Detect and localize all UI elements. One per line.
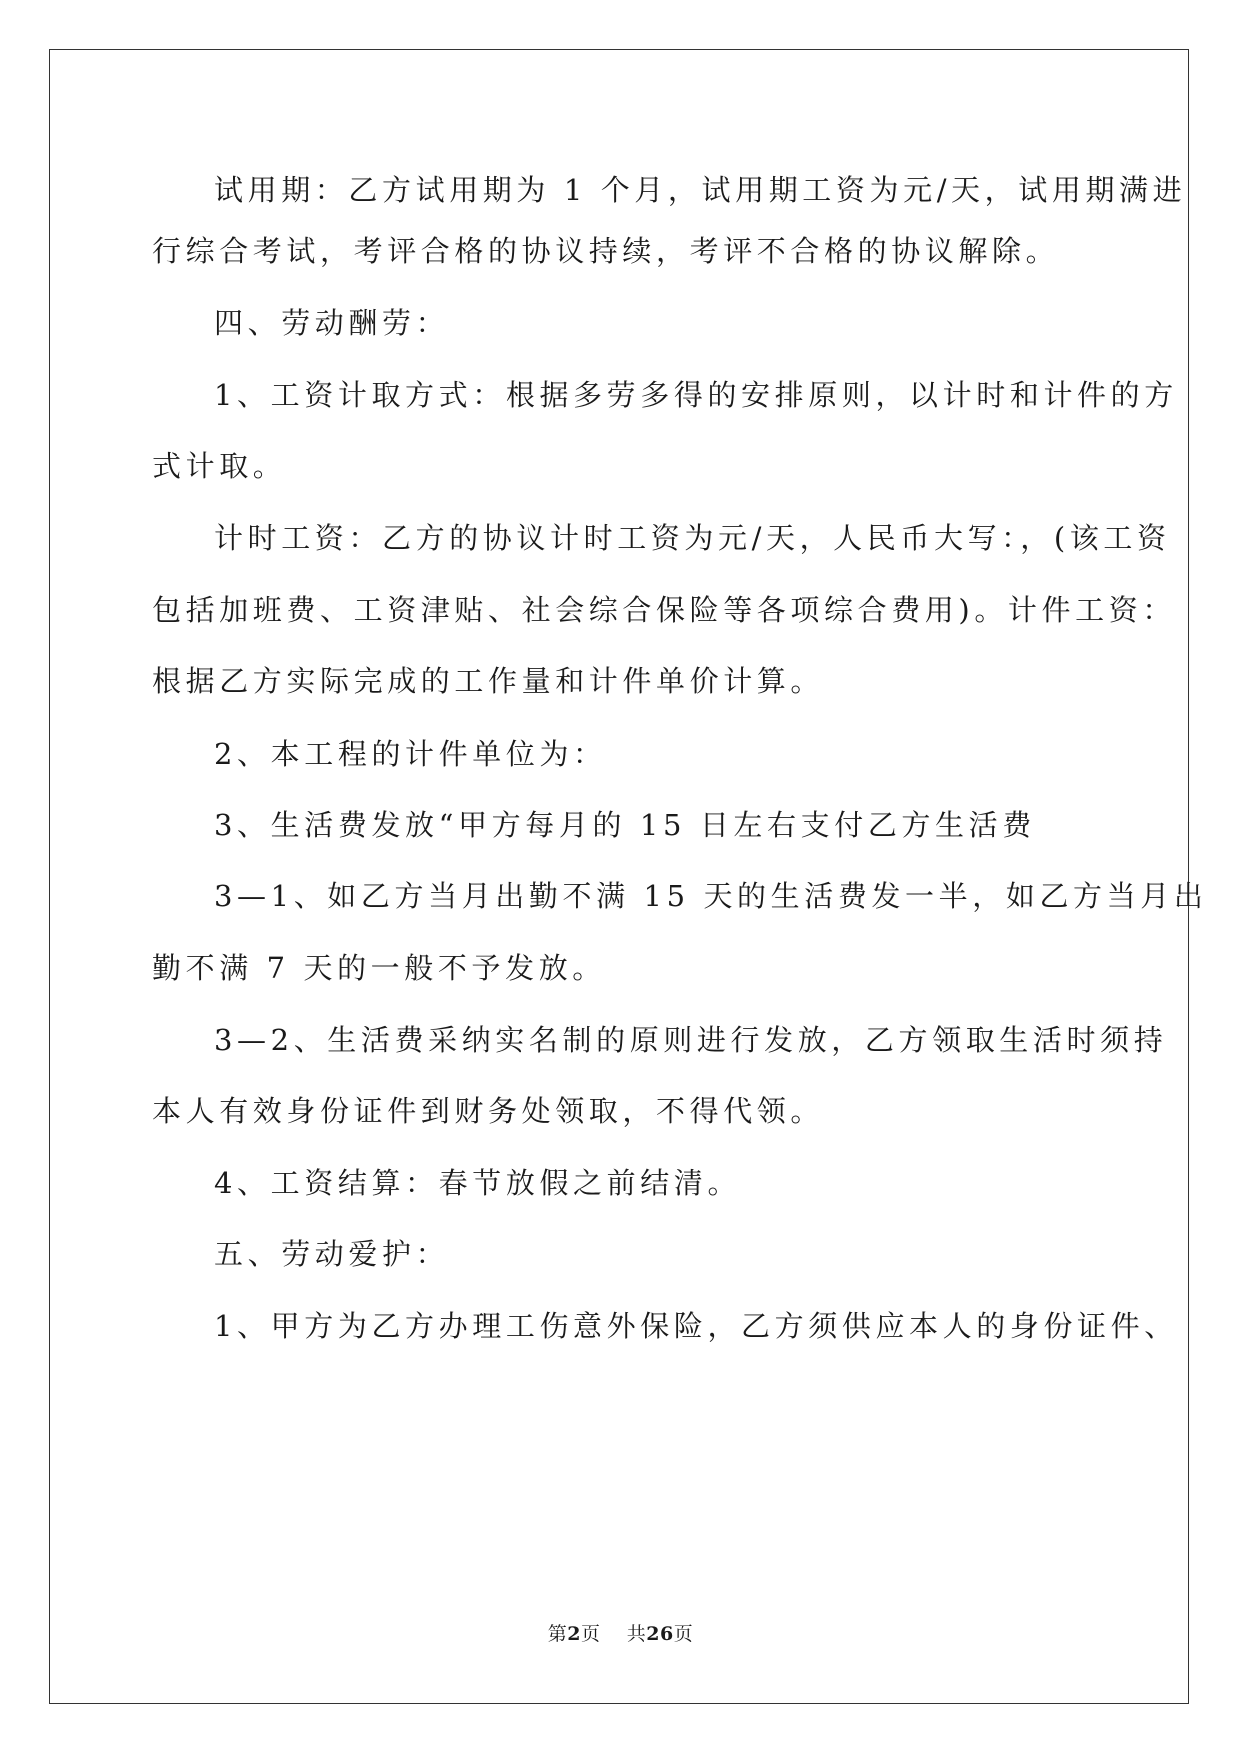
paragraph-allowance-rule-2-line-1: 3—2、生活费采纳实名制的原则进行发放，乙方领取生活时须持 bbox=[214, 1023, 1168, 1057]
paragraph-probation-line-2: 行综合考试，考评合格的协议持续，考评不合格的协议解除。 bbox=[152, 234, 1060, 268]
paragraph-wage-settlement: 4、工资结算：春节放假之前结清。 bbox=[214, 1166, 742, 1200]
paragraph-allowance-rule-1-line-1: 3—1、如乙方当月出勤不满 15 天的生活费发一半，如乙方当月出 bbox=[214, 879, 1208, 913]
paragraph-hourly-wage-line-2: 包括加班费、工资津贴、社会综合保险等各项综合费用)。计件工资： bbox=[152, 593, 1176, 627]
section-heading-labor-protection: 五、劳动爱护： bbox=[214, 1237, 450, 1271]
page-number: 2 bbox=[567, 1623, 582, 1645]
page-unit: 页 bbox=[581, 1623, 601, 1645]
page-prefix: 第 bbox=[547, 1623, 568, 1645]
paragraph-injury-insurance-line-1: 1、甲方为乙方办理工伤意外保险，乙方须供应本人的身份证件、 bbox=[214, 1309, 1178, 1343]
paragraph-probation-line-1: 试用期：乙方试用期为 1 个月，试用期工资为元/天，试用期满进 bbox=[214, 173, 1187, 207]
paragraph-living-allowance: 3、生活费发放“甲方每月的 15 日左右支付乙方生活费 bbox=[214, 808, 1036, 842]
section-heading-labor-remuneration: 四、劳动酬劳： bbox=[214, 306, 450, 340]
total-prefix: 共 bbox=[626, 1623, 647, 1645]
paragraph-hourly-wage-line-3: 根据乙方实际完成的工作量和计件单价计算。 bbox=[152, 664, 825, 698]
paragraph-wage-method-line-1: 1、工资计取方式：根据多劳多得的安排原则，以计时和计件的方 bbox=[214, 378, 1178, 412]
paragraph-wage-method-line-2: 式计取。 bbox=[152, 449, 287, 483]
paragraph-allowance-rule-1-line-2: 勤不满 7 天的一般不予发放。 bbox=[152, 951, 606, 985]
paragraph-hourly-wage-line-1: 计时工资：乙方的协议计时工资为元/天，人民币大写：，(该工资 bbox=[214, 521, 1171, 555]
total-unit: 页 bbox=[673, 1623, 694, 1645]
paragraph-allowance-rule-2-line-2: 本人有效身份证件到财务处领取，不得代领。 bbox=[152, 1094, 825, 1128]
page-footer bbox=[0, 1622, 1241, 1646]
paragraph-piece-unit: 2、本工程的计件单位为： bbox=[214, 737, 607, 771]
total-pages: 26 bbox=[646, 1623, 674, 1645]
